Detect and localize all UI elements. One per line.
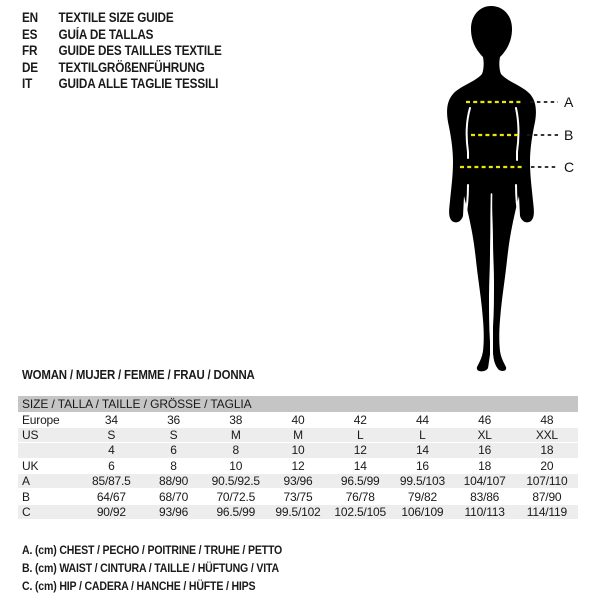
size-row-uk (18, 458, 578, 473)
language-code: FR (22, 43, 38, 59)
size-cell: 6 (170, 443, 177, 458)
size-cell: M (230, 428, 241, 443)
size-cell: 107/110 (526, 474, 568, 489)
size-cell: 64/67 (96, 489, 126, 504)
measure-label-c: C (564, 159, 575, 175)
size-cell: 10 (291, 443, 305, 458)
size-table (18, 396, 578, 520)
size-cell: 4 (108, 443, 115, 458)
size-cell: 104/107 (463, 474, 506, 489)
measurement-legend (22, 541, 318, 595)
size-cell: 18 (540, 443, 554, 458)
legend-line: B. (cm) WAIST / CINTURA / TAILLE / HÜFTUNG / VITA (22, 561, 279, 575)
size-row-us (18, 427, 578, 442)
size-row-label: A (22, 474, 30, 489)
size-row-europe (18, 412, 578, 427)
size-cell: XXL (535, 428, 558, 443)
size-cell: 106/109 (401, 505, 444, 520)
size-cell: 46 (478, 412, 492, 427)
size-cell: 70/72.5 (216, 489, 256, 504)
size-cell: 102.5/105 (334, 505, 386, 520)
size-row-c (18, 504, 578, 519)
size-cell: 99.5/102 (275, 505, 321, 520)
size-table-header: SIZE / TALLA / TAILLE / GRÖSSE / TAGLIA (22, 396, 252, 411)
size-cell: 6 (108, 458, 115, 473)
size-cell: 68/70 (159, 489, 189, 504)
size-cell: 14 (415, 443, 429, 458)
size-cell: 88/90 (159, 474, 189, 489)
size-cell: 87/90 (532, 489, 562, 504)
size-cell: 18 (478, 458, 492, 473)
language-title: TEXTILGRÖßENFÜHRUNG (58, 59, 205, 75)
legend-line: A. (cm) CHEST / PECHO / POITRINE / TRUHE / PETTO (22, 543, 283, 557)
size-cell: 42 (353, 412, 367, 427)
size-cell: 12 (291, 458, 305, 473)
size-cell: 44 (415, 412, 429, 427)
size-cell: 85/87.5 (92, 474, 131, 489)
size-cell: 96.5/99 (216, 505, 256, 520)
size-row-a (18, 474, 578, 489)
measure-label-b: B (564, 127, 574, 143)
woman-silhouette-diagram (400, 0, 600, 380)
size-cell: 110/113 (464, 505, 505, 520)
language-code: ES (22, 26, 38, 42)
size-row-b (18, 489, 578, 504)
size-row-label: B (22, 489, 30, 504)
size-cell: L (356, 428, 364, 443)
language-code: EN (22, 10, 38, 25)
size-cell: 8 (170, 458, 177, 473)
language-code: DE (22, 59, 38, 75)
size-row-label (18, 443, 80, 458)
size-cell: S (169, 428, 178, 443)
size-cell: 10 (229, 458, 243, 473)
size-cell: 99.5/103 (399, 474, 445, 489)
size-cell: XL (477, 428, 492, 443)
gender-heading: WOMAN / MUJER / FEMME / FRAU / DONNA (22, 367, 255, 382)
size-cell: 93/96 (283, 474, 313, 489)
size-cell: 96.5/99 (340, 474, 380, 489)
language-row-it (22, 76, 222, 93)
language-title: TEXTILE SIZE GUIDE (58, 10, 174, 25)
size-row-label: C (22, 505, 31, 520)
size-table-container (18, 396, 578, 520)
size-table-header-row (18, 396, 578, 412)
language-row-de (22, 60, 222, 77)
measure-label-a: A (564, 94, 574, 110)
size-cell: 90/92 (96, 505, 126, 520)
size-cell: 73/75 (283, 489, 313, 504)
size-cell: 8 (232, 443, 239, 458)
size-cell: 93/96 (159, 505, 189, 520)
size-row-label: Europe (22, 412, 60, 427)
language-title: GUIDA ALLE TAGLIE TESSILI (58, 76, 219, 92)
size-cell: 14 (353, 458, 367, 473)
size-row-label: UK (22, 458, 39, 473)
language-title: GUÍA DE TALLAS (58, 26, 154, 42)
size-cell: L (419, 428, 426, 443)
size-table-body (18, 396, 578, 520)
size-cell: 38 (229, 412, 243, 427)
legend-line: C. (cm) HIP / CADERA / HANCHE / HÜFTE / HIPS (22, 579, 256, 593)
language-row-fr (22, 43, 222, 60)
size-cell: S (107, 428, 116, 443)
size-cell: 40 (291, 412, 305, 427)
leg-gap (491, 194, 492, 345)
size-row-label: US (22, 428, 39, 443)
language-code: IT (22, 76, 33, 92)
size-cell: 114/119 (526, 505, 567, 520)
size-cell: 16 (478, 443, 492, 458)
size-cell: 16 (415, 458, 429, 473)
size-row-us-number (18, 443, 578, 458)
language-list (22, 10, 252, 93)
size-cell: 20 (540, 458, 554, 473)
language-title: GUIDE DES TAILLES TEXTILE (58, 43, 222, 59)
size-cell: 83/86 (470, 489, 500, 504)
size-cell: 12 (353, 443, 367, 458)
size-cell: 76/78 (345, 489, 375, 504)
size-cell: 79/82 (407, 489, 437, 504)
size-cell: 90.5/92.5 (211, 474, 260, 489)
size-cell: 34 (104, 412, 118, 427)
language-row-es (22, 27, 222, 44)
size-cell: 48 (540, 412, 554, 427)
size-cell: M (293, 428, 303, 443)
size-cell: 36 (167, 412, 181, 427)
language-row-en (22, 10, 222, 27)
